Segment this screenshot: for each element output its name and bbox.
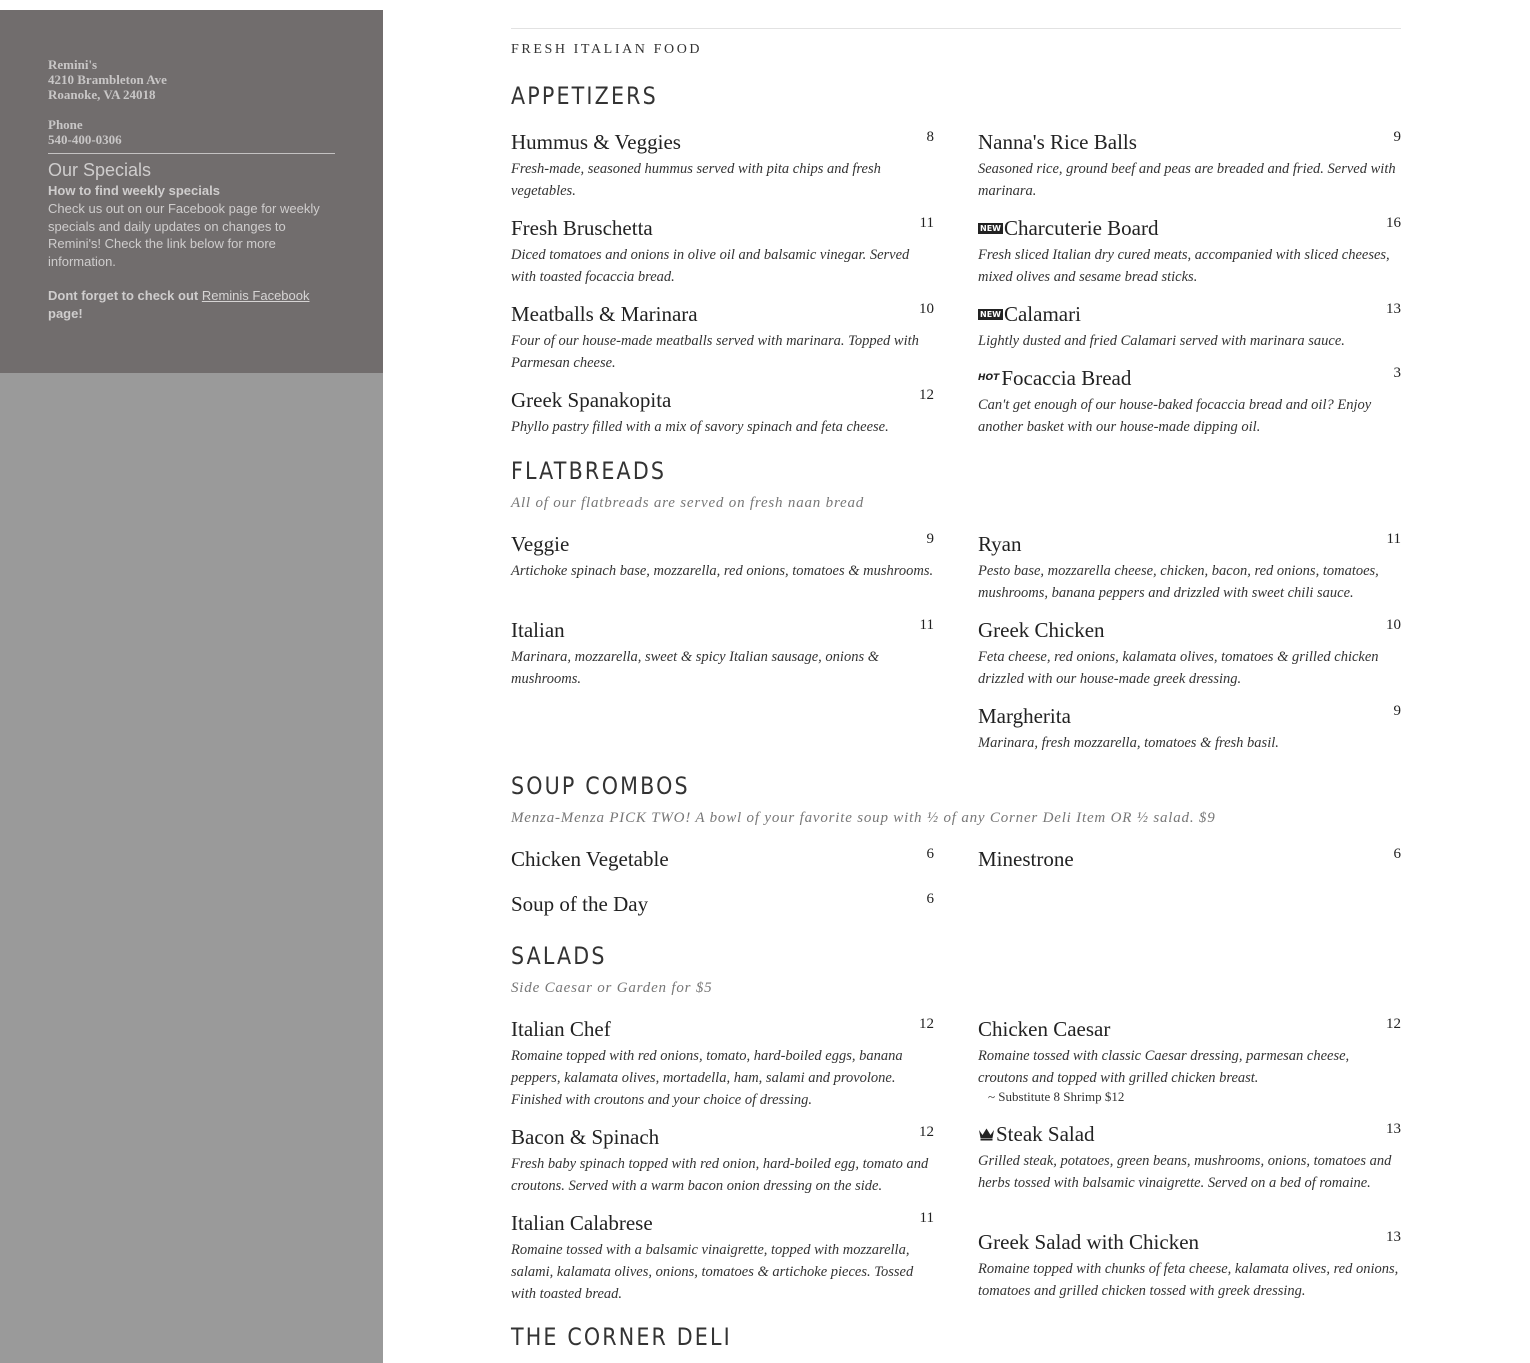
item-price: 8 <box>926 129 934 145</box>
item-name: Chicken Caesar <box>978 1017 1111 1041</box>
menu-item <box>511 532 934 582</box>
item-price: 11 <box>1386 531 1401 547</box>
item-name: Italian Calabrese <box>511 1211 653 1235</box>
item-price: 13 <box>1386 1229 1401 1245</box>
item-name: Greek Spanakopita <box>511 388 672 412</box>
facebook-cta <box>48 287 335 323</box>
item-price: 16 <box>1386 215 1401 231</box>
item-name: Italian Chef <box>511 1017 611 1041</box>
menu-item <box>511 847 934 871</box>
menu-item <box>978 618 1401 690</box>
item-description: Diced tomatoes and onions in olive oil and balsamic vinegar. Served with toasted focaccia bread. <box>511 247 910 285</box>
item-price: 13 <box>1386 1121 1401 1137</box>
hot-badge-icon: HOT <box>978 373 1000 383</box>
menu-item <box>511 1017 934 1111</box>
city-address: Roanoke, VA 24018 <box>48 87 156 102</box>
specials-heading: Our Specials <box>48 160 152 180</box>
item-description: Grilled steak, potatoes, green beans, mushrooms, onions, tomatoes and herbs tossed with balsamic vinaigrette. Served on a bed of romaine. <box>978 1153 1392 1191</box>
gutter <box>383 10 496 1363</box>
menu-item <box>511 388 934 438</box>
phone-number: 540-400-0306 <box>48 132 122 147</box>
item-name: Meatballs & Marinara <box>511 302 698 326</box>
cta-prefix: Dont forget to check out <box>48 288 199 303</box>
street-address: 4210 Brambleton Ave <box>48 72 167 87</box>
new-badge-icon: NEW <box>980 309 1001 319</box>
menu-item <box>511 1211 934 1305</box>
right-gutter <box>1416 10 1530 1363</box>
specials-subheading: How to find weekly specials <box>48 183 220 198</box>
item-name: Hummus & Veggies <box>511 130 681 154</box>
item-description: Phyllo pastry filled with a mix of savory spinach and feta cheese. <box>511 419 889 435</box>
menu-item <box>511 130 934 202</box>
item-description: Fresh-made, seasoned hummus served with pita chips and fresh vegetables. <box>511 161 881 199</box>
menu-item <box>511 1125 934 1197</box>
item-description: Romaine topped with chunks of feta cheese, kalamata olives, red onions, tomatoes and grilled chicken tossed with greek dressing. <box>978 1261 1399 1299</box>
item-name: Calamari <box>1003 302 1081 326</box>
item-description: Marinara, mozzarella, sweet & spicy Italian sausage, onions & mushrooms. <box>511 649 879 687</box>
item-name: Focaccia Bread <box>1001 366 1132 390</box>
sidebar-content <box>48 57 335 323</box>
menu <box>496 0 1416 1363</box>
menu-item <box>978 302 1401 352</box>
item-description: Romaine tossed with classic Caesar dressing, parmesan cheese, croutons and topped with grilled chicken breast. <box>978 1048 1350 1086</box>
item-price: 3 <box>1393 365 1401 381</box>
item-description: Romaine topped with red onions, tomato, hard-boiled eggs, banana peppers, kalamata olives, mortadella, ham, salami and provolone. Finished with croutons and your choice of dressing. <box>511 1048 903 1108</box>
menu-item <box>978 130 1401 202</box>
item-description: Pesto base, mozzarella cheese, chicken, bacon, red onions, tomatoes, mushrooms, banana peppers and drizzled with sweet chili sauce. <box>978 563 1379 601</box>
menu-item <box>511 618 934 690</box>
item-name: Italian <box>511 618 565 642</box>
top-divider <box>511 28 1401 29</box>
item-name: Chicken Vegetable <box>511 847 669 871</box>
menu-item <box>511 892 934 916</box>
section-note-flatbreads: All of our flatbreads are served on fresh naan bread <box>511 495 865 511</box>
cta-suffix: page! <box>48 306 83 321</box>
specials-text: Check us out on our Facebook page for weekly specials and daily updates on changes to Remini's! Check the link below for more information. <box>48 201 320 269</box>
item-name: Soup of the Day <box>511 892 649 916</box>
menu-item <box>978 1122 1401 1194</box>
item-description: Artichoke spinach base, mozzarella, red onions, tomatoes & mushrooms. <box>511 563 934 579</box>
address-block <box>48 57 335 147</box>
item-name: Nanna's Rice Balls <box>978 130 1137 154</box>
section-title-flatbreads: FLATBREADS <box>511 457 667 485</box>
item-price: 12 <box>919 1016 934 1032</box>
item-name: Margherita <box>978 704 1071 728</box>
menu-item <box>978 366 1401 438</box>
item-name: Greek Salad with Chicken <box>978 1230 1200 1254</box>
section-title-deli: THE CORNER DELI <box>511 1323 732 1351</box>
item-name: Greek Chicken <box>978 618 1105 642</box>
menu-tagline: FRESH ITALIAN FOOD <box>511 42 703 57</box>
menu-item <box>978 704 1401 754</box>
section-note-salads: Side Caesar or Garden for $5 <box>511 980 713 996</box>
item-name: Bacon & Spinach <box>511 1125 660 1149</box>
item-name: Veggie <box>511 532 570 556</box>
item-price: 10 <box>919 301 934 317</box>
sidebar-divider <box>48 153 335 154</box>
item-description: Fresh baby spinach topped with red onion, hard-boiled egg, tomato and croutons. Served with a warm bacon onion dressing on the side. <box>511 1156 929 1194</box>
item-description: Four of our house-made meatballs served with marinara. Topped with Parmesan cheese. <box>511 333 919 371</box>
section-title-salads: SALADS <box>511 942 607 970</box>
item-price: 13 <box>1386 301 1401 317</box>
item-price: 11 <box>919 1210 934 1226</box>
item-price: 12 <box>1386 1016 1401 1032</box>
phone-label: Phone <box>48 117 83 132</box>
sidebar <box>0 10 383 373</box>
menu-item <box>978 532 1401 604</box>
restaurant-name: Remini's <box>48 57 98 72</box>
item-description: Seasoned rice, ground beef and peas are breaded and fried. Served with marinara. <box>978 161 1396 199</box>
item-name: Minestrone <box>978 847 1074 871</box>
section-title-soups: SOUP COMBOS <box>511 772 690 800</box>
item-price: 9 <box>926 531 934 547</box>
item-price: 11 <box>919 215 934 231</box>
item-description: Feta cheese, red onions, kalamata olives, tomatoes & grilled chicken drizzled with our house-made greek dressing. <box>978 649 1379 687</box>
item-price: 9 <box>1393 129 1401 145</box>
item-name: Ryan <box>978 532 1022 556</box>
item-description: Romaine tossed with a balsamic vinaigrette, topped with mozzarella, salami, kalamata olives, onions, tomatoes & artichoke pieces. Tossed with toasted bread. <box>511 1242 914 1302</box>
menu-item <box>978 847 1401 871</box>
section-title-appetizers: APPETIZERS <box>511 82 658 110</box>
menu-item <box>978 1017 1401 1105</box>
facebook-link[interactable]: Reminis Facebook <box>201 288 310 303</box>
item-description: Marinara, fresh mozzarella, tomatoes & fresh basil. <box>978 735 1279 751</box>
item-description: Can't get enough of our house-baked focaccia bread and oil? Enjoy another basket with our house-made dipping oil. <box>978 397 1372 435</box>
menu-item <box>978 1230 1401 1302</box>
item-price: 6 <box>926 846 934 862</box>
item-extra: ~ Substitute 8 Shrimp $12 <box>988 1089 1125 1104</box>
item-price: 6 <box>926 891 934 907</box>
item-name: Fresh Bruschetta <box>511 216 653 240</box>
item-description: Lightly dusted and fried Calamari served with marinara sauce. <box>978 333 1345 349</box>
item-price: 6 <box>1393 846 1401 862</box>
item-name: Charcuterie Board <box>1003 216 1159 240</box>
menu-item <box>511 216 934 288</box>
crown-icon <box>978 1127 995 1141</box>
item-price: 12 <box>919 387 934 403</box>
item-price: 10 <box>1386 617 1401 633</box>
item-name: Steak Salad <box>996 1122 1095 1146</box>
menu-item <box>511 302 934 374</box>
new-badge-icon: NEW <box>980 223 1001 233</box>
item-price: 12 <box>919 1124 934 1140</box>
item-description: Fresh sliced Italian dry cured meats, accompanied with sliced cheeses, mixed olives and sesame bread sticks. <box>978 247 1390 285</box>
item-price: 9 <box>1393 703 1401 719</box>
item-price: 11 <box>919 617 934 633</box>
menu-item <box>978 216 1401 288</box>
section-note-soups: Menza-Menza PICK TWO! A bowl of your favorite soup with ½ of any Corner Deli Item OR ½ salad. $9 <box>511 810 1216 826</box>
